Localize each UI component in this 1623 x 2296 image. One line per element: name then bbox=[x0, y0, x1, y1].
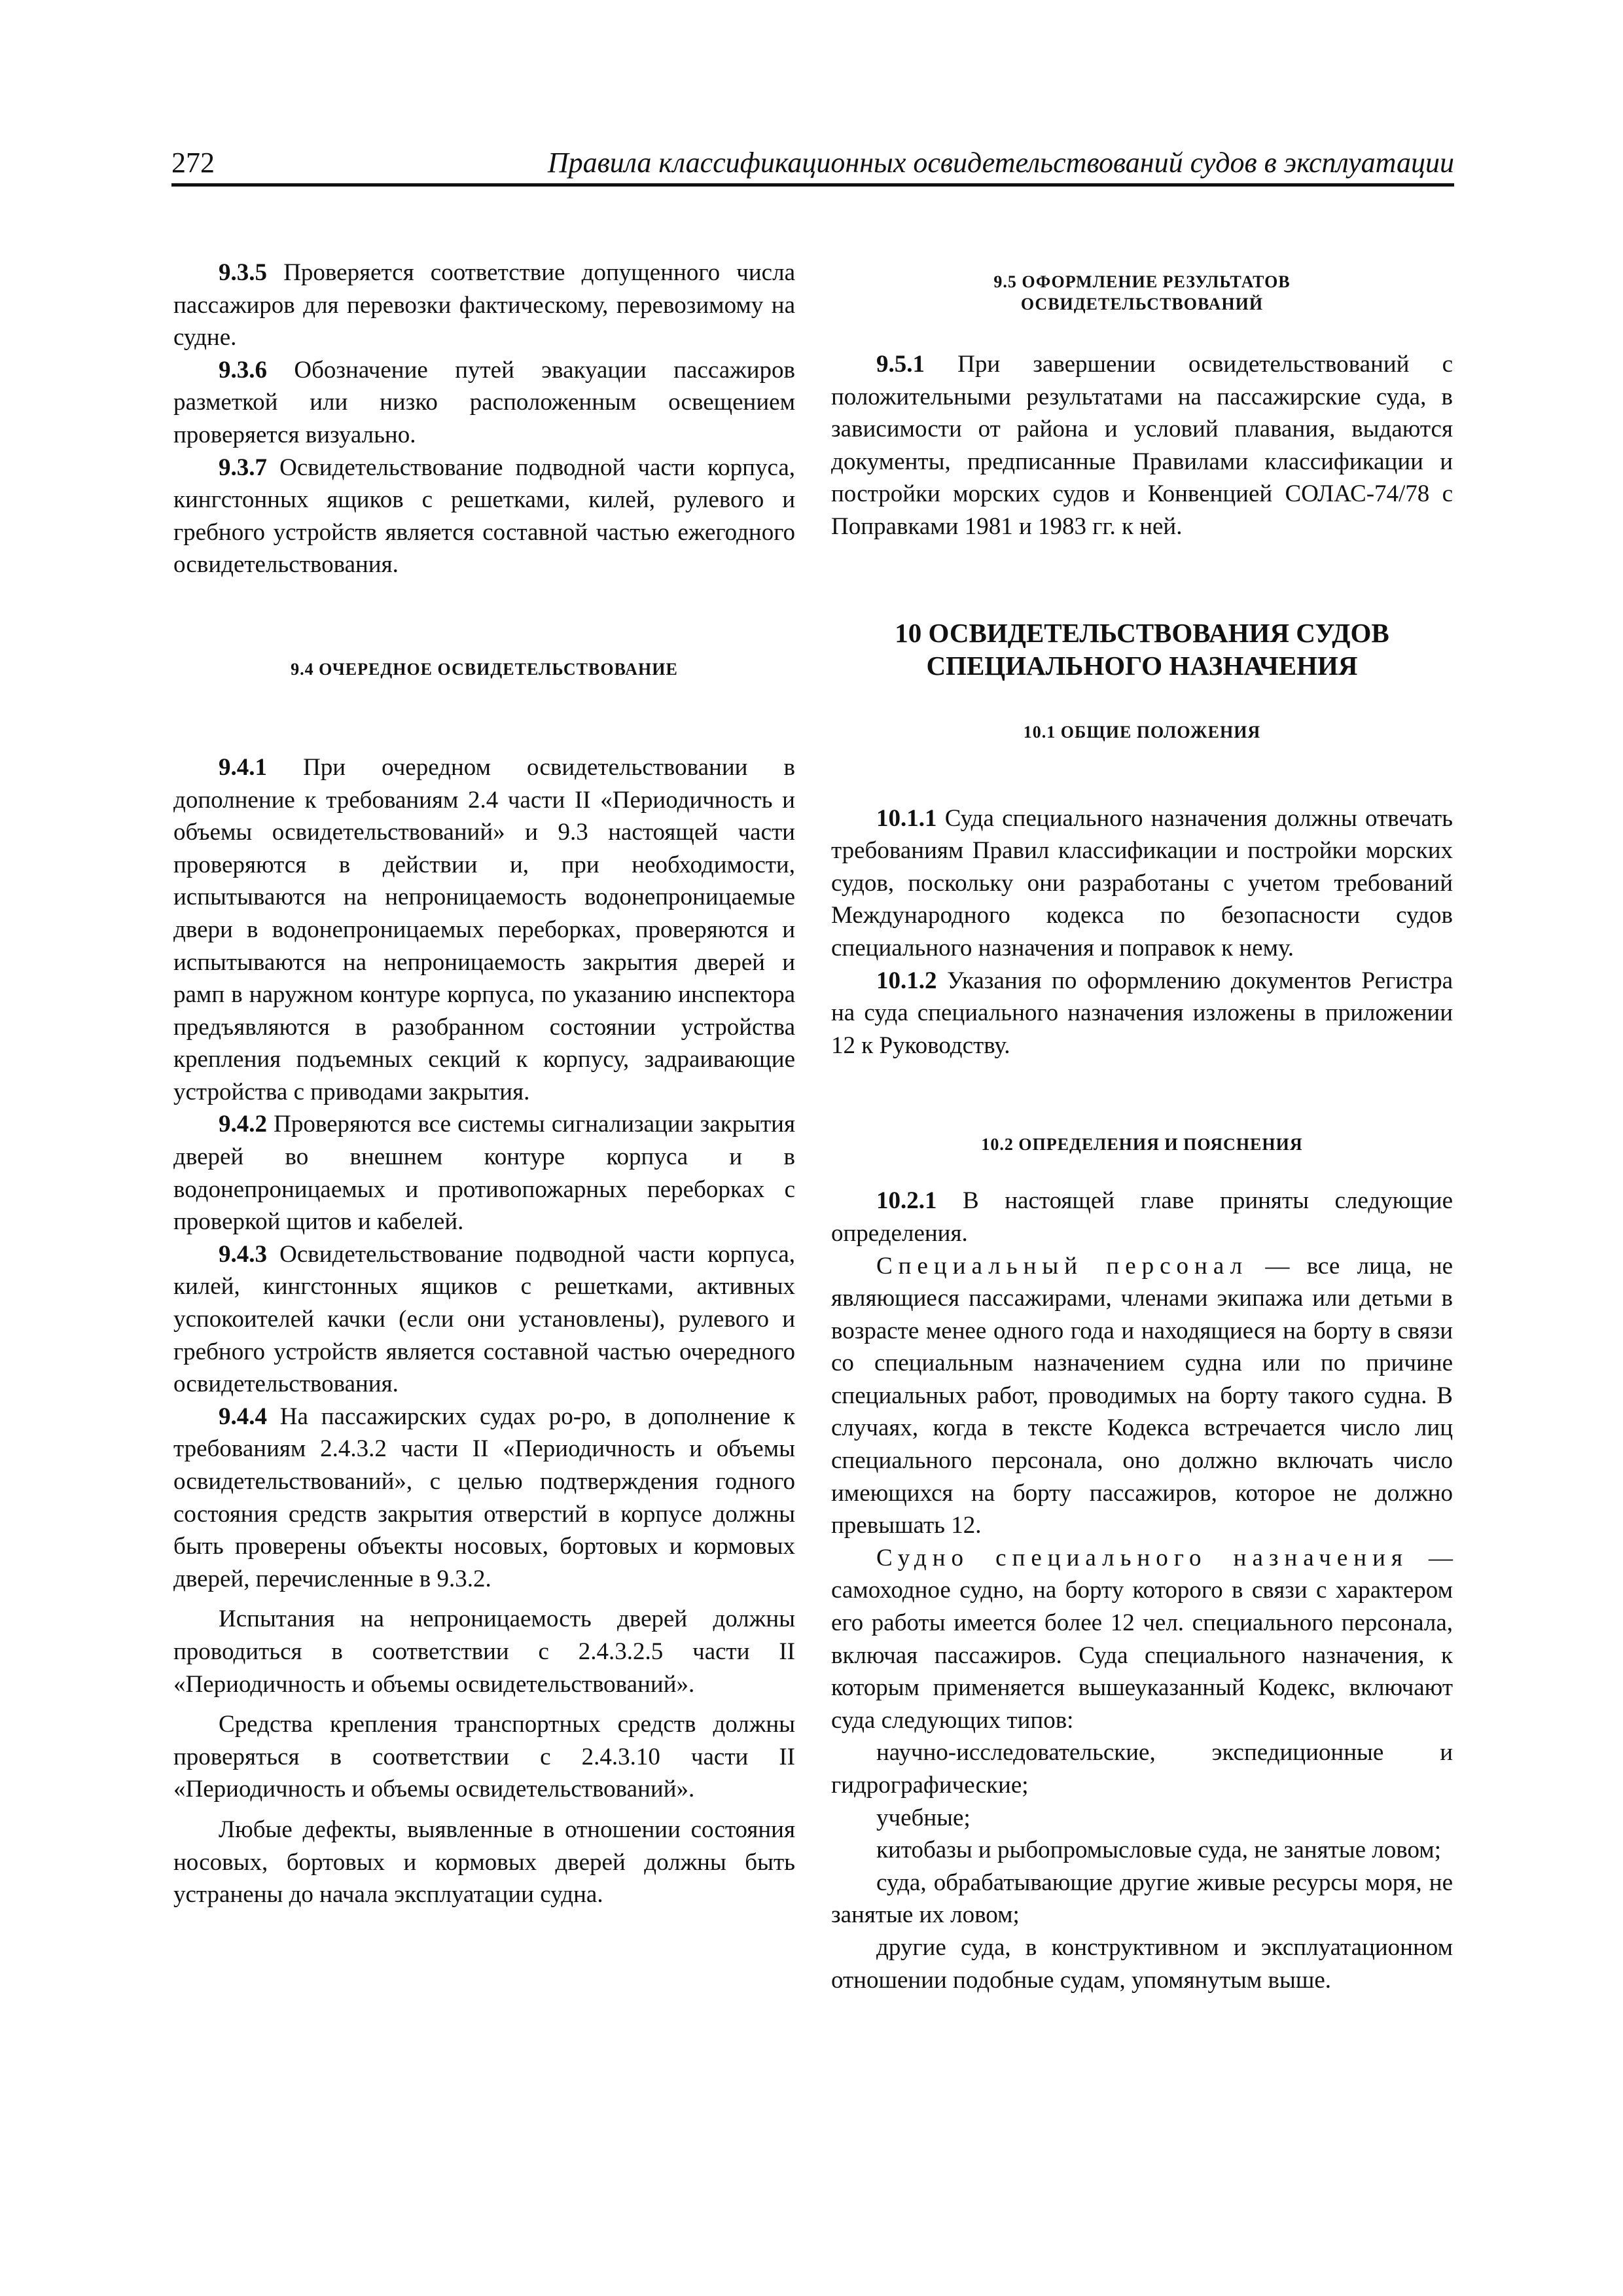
clause-text: Обозначение путей эвакуации пассажиров разметкой или низко расположенным освещением проверяется визуально. bbox=[173, 356, 795, 448]
definition-text: — самоходное судно, на борту которого в связи с характером его работы имеется более 12 чел. специального персонала, включая пассажиров. Суда специального назначения, к которым применяется вышеуказанный Кодекс, включают суда следующих типов: bbox=[831, 1544, 1453, 1734]
clause-number: 9.3.5 bbox=[219, 259, 267, 286]
running-header bbox=[171, 143, 1454, 187]
clause-text: В настоящей главе приняты следующие определения. bbox=[831, 1187, 1453, 1247]
clause-number: 9.5.1 bbox=[876, 351, 925, 378]
para-9-4-1 bbox=[173, 751, 795, 1109]
clause-number: 10.1.1 bbox=[876, 804, 937, 832]
para-10-2-1 bbox=[831, 1185, 1453, 1249]
section-heading-10-1: 10.1 ОБЩИЕ ПОЛОЖЕНИЯ bbox=[1023, 722, 1261, 742]
clause-text: Освидетельствование подводной части корпуса, кингстонных ящиков с решетками, килей, рулевого и гребного устройств является составной частью ежегодного освидетельствования. bbox=[173, 454, 795, 579]
clause-text: При завершении освидетельствований с положительными результатами на пассажирские суда, в зависимости от района и условий плавания, выдаются документы, предписанные Правилами классификации и постройки морских судов и Конвенцией СОЛАС-74/78 с Поправками 1981 и 1983 гг. к ней. bbox=[831, 351, 1453, 540]
list-item: китобазы и рыбопромысловые суда, не занятые ловом; bbox=[876, 1837, 1441, 1864]
para-10-1-2 bbox=[831, 965, 1453, 1062]
definition-special-personnel bbox=[831, 1250, 1453, 1542]
para-door-testing: Испытания на непроницаемость дверей должны проводиться в соответствии с 2.4.3.2.5 части II «Периодичность и объемы освидетельствований». bbox=[173, 1605, 795, 1698]
clause-text: Проверяются все системы сигнализации закрытия дверей во внешнем контуре корпуса и в водонепроницаемых и противопожарных переборках с проверкой щитов и кабелей. bbox=[173, 1111, 795, 1236]
definition-term: Судно специального назначения bbox=[876, 1544, 1408, 1571]
left-column bbox=[173, 257, 795, 1911]
section-heading-9-5 bbox=[831, 271, 1453, 315]
para-9-4-2 bbox=[173, 1108, 795, 1238]
para-9-4-3 bbox=[173, 1238, 795, 1401]
para-9-3-5 bbox=[173, 257, 795, 354]
para-10-1-1 bbox=[831, 802, 1453, 965]
clause-number: 10.1.2 bbox=[876, 967, 937, 994]
page-number: 272 bbox=[171, 147, 215, 179]
para-9-4-4 bbox=[173, 1401, 795, 1596]
clause-number: 9.3.7 bbox=[219, 454, 267, 481]
definition-term: Специальный персонал bbox=[876, 1252, 1249, 1280]
definition-text: — все лица, не являющиеся пассажирами, членами экипажа или детьми в возрасте менее одного года и находящиеся на борту в связи со специальным назначением судна или по причине специальных работ, проводимых на борту такого судна. В случаях, когда в тексте Кодекса встречается число лиц специального персонала, оно должно включать число имеющихся на борту пассажиров, которое не должно превышать 12. bbox=[831, 1252, 1453, 1539]
clause-text: Проверяется соответствие допущенного числа пассажиров для перевозки фактическому, перевозимому на судне. bbox=[173, 259, 795, 351]
heading-line: ОСВИДЕТЕЛЬСТВОВАНИЙ bbox=[1020, 295, 1264, 314]
clause-text: На пассажирских судах ро-ро, в дополнение к требованиям 2.4.3.2 части II «Периодичность и объемы освидетельствований», с целью подтверждения годного состояния средств закрытия отверстий в корпусе должны быть проверены объекты носовых, бортовых и кормовых дверей, перечисленные в 9.3.2. bbox=[173, 1403, 795, 1592]
clause-number: 9.4.3 bbox=[219, 1240, 267, 1268]
para-9-3-7 bbox=[173, 452, 795, 581]
para-defects: Любые дефекты, выявленные в отношении состояния носовых, бортовых и кормовых дверей должны быть устранены до начала эксплуатации судна. bbox=[173, 1816, 795, 1909]
section-heading-9-4: 9.4 ОЧЕРЕДНОЕ ОСВИДЕТЕЛЬСТВОВАНИЕ bbox=[291, 659, 678, 679]
clause-number: 9.4.1 bbox=[219, 753, 267, 781]
list-item: другие суда, в конструктивном и эксплуатационном отношении подобные судам, упомянутым выше. bbox=[831, 1933, 1453, 1994]
heading-line: 9.5 ОФОРМЛЕНИЕ РЕЗУЛЬТАТОВ bbox=[993, 272, 1291, 291]
clause-number: 9.4.2 bbox=[219, 1111, 267, 1138]
clause-text: При очередном освидетельствовании в дополнение к требованиям 2.4 части II «Периодичность и объемы освидетельствований» и 9.3 настоящей части проверяются в действии и, при необходимости, испытываются на непроницаемость водонепроницаемые двери в водонепроницаемых переборках, проверяются и испытываются на непроницаемость закрытия дверей и рамп в наружном контуре корпуса, по указанию инспектора предъявляются в разобранном состоянии устройства крепления подъемных секций к корпусу, задраивающие устройства с приводами закрытия. bbox=[173, 753, 795, 1105]
list-item: научно-исследовательские, экспедиционные и гидрографические; bbox=[831, 1739, 1453, 1799]
list-item: суда, обрабатывающие другие живые ресурсы моря, не занятые их ловом; bbox=[831, 1869, 1453, 1929]
chapter-heading-10 bbox=[831, 617, 1453, 682]
section-heading-10-2: 10.2 ОПРЕДЕЛЕНИЯ И ПОЯСНЕНИЯ bbox=[981, 1135, 1303, 1155]
para-vehicle-securing: Средства крепления транспортных средств должны проверяться в соответствии с 2.4.3.10 части II «Периодичность и объемы освидетельствований». bbox=[173, 1711, 795, 1803]
right-column bbox=[831, 257, 1453, 1996]
clause-text: Указания по оформлению документов Регистра на суда специального назначения изложены в приложении 12 к Руководству. bbox=[831, 967, 1453, 1059]
definition-special-purpose-ship bbox=[831, 1542, 1453, 1737]
para-9-5-1 bbox=[831, 348, 1453, 543]
para-9-3-6 bbox=[173, 354, 795, 452]
list-item: учебные; bbox=[876, 1804, 971, 1831]
heading-line: СПЕЦИАЛЬНОГО НАЗНАЧЕНИЯ bbox=[926, 650, 1358, 681]
clause-number: 10.2.1 bbox=[876, 1187, 937, 1215]
running-title: Правила классификационных освидетельствований судов в эксплуатации bbox=[547, 147, 1454, 179]
clause-text: Освидетельствование подводной части корпуса, килей, кингстонных ящиков с решетками, активных успокоителей качки (если они установлены), рулевого и гребного устройств является составной частью очередного освидетельствования. bbox=[173, 1240, 795, 1398]
clause-number: 9.3.6 bbox=[219, 356, 267, 384]
heading-line: 10 ОСВИДЕТЕЛЬСТВОВАНИЯ СУДОВ bbox=[895, 617, 1389, 648]
clause-text: Суда специального назначения должны отвечать требованиям Правил классификации и постройки морских судов, поскольку они разработаны с учетом требований Международного кодекса по безопасности судов специального назначения и поправок к нему. bbox=[831, 804, 1453, 961]
clause-number: 9.4.4 bbox=[219, 1403, 267, 1430]
